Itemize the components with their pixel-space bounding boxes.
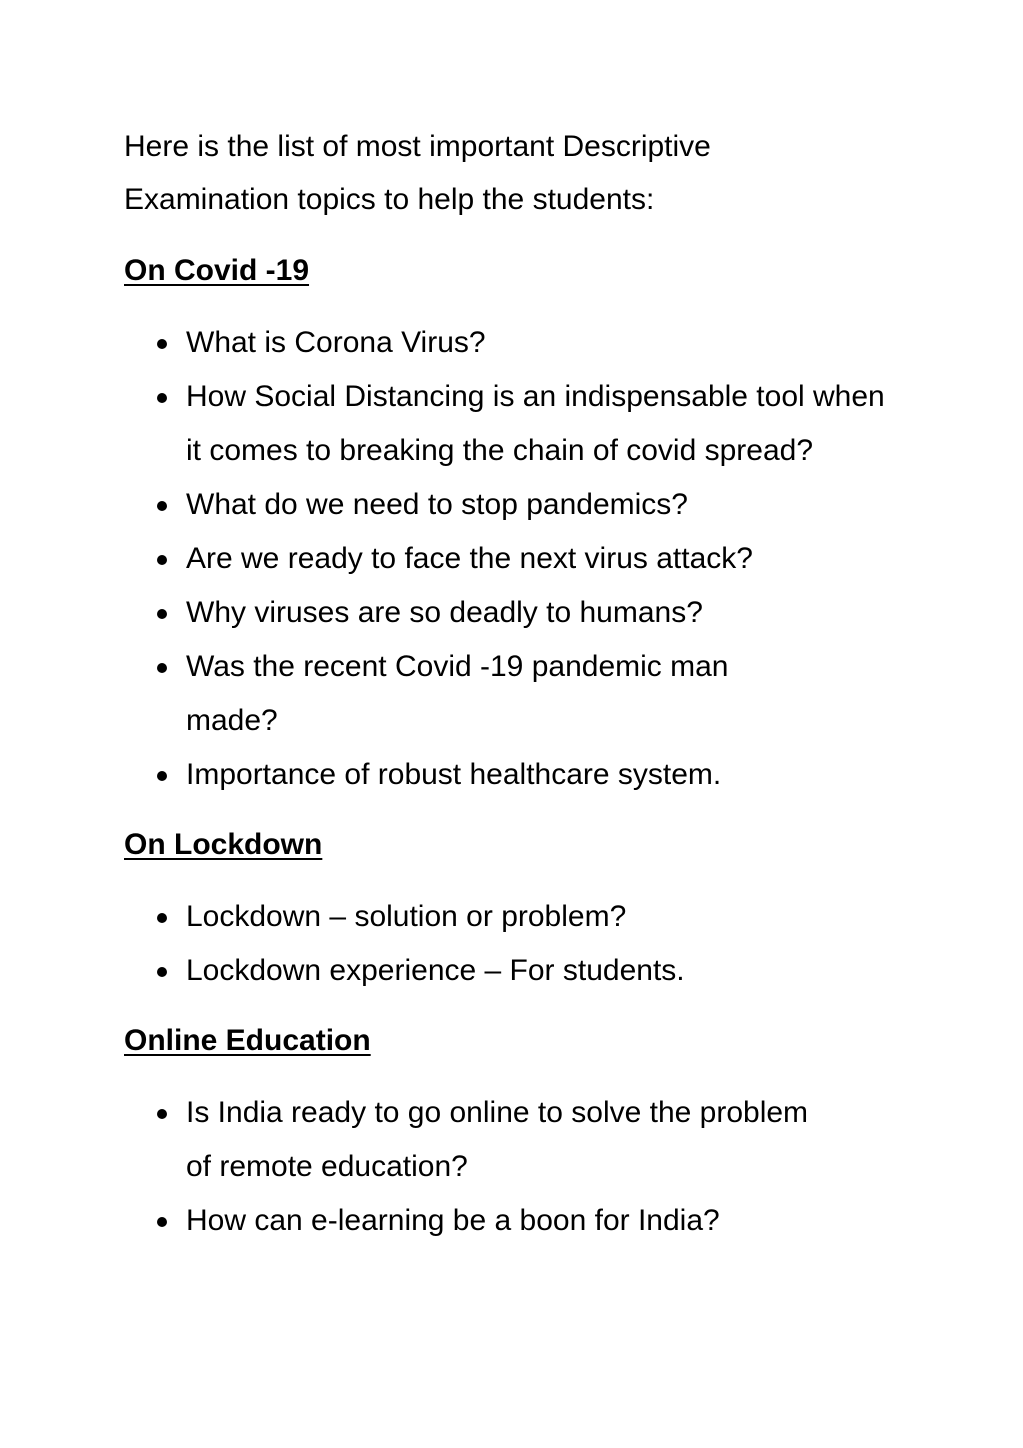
- list-item-text: Are we ready to face the next virus attack?: [186, 542, 753, 575]
- list-item-text: Is India ready to go online to solve the problem of remote education?: [186, 1096, 809, 1183]
- list-item: [124, 890, 914, 944]
- list-item-text: How can e-learning be a boon for India?: [186, 1204, 720, 1237]
- section-title-online-education: Online Education: [124, 1024, 371, 1057]
- list-item: [124, 944, 914, 998]
- list-item: [124, 478, 914, 532]
- bullet-icon: [157, 609, 167, 619]
- list-item-text: Lockdown – solution or problem?: [186, 900, 627, 933]
- document-page: [124, 120, 914, 1248]
- bullet-icon: [157, 339, 167, 349]
- bullet-icon: [157, 663, 167, 673]
- bullet-icon: [157, 1109, 167, 1119]
- bullet-icon: [157, 501, 167, 511]
- list-item: [124, 316, 914, 370]
- bullet-icon: [157, 771, 167, 781]
- list-item-text: What is Corona Virus?: [186, 326, 486, 359]
- bullet-icon: [157, 555, 167, 565]
- intro-line-1: Here is the list of most important Descriptive: [124, 130, 711, 163]
- bullet-icon: [157, 967, 167, 977]
- lockdown-topic-list: [124, 890, 914, 998]
- intro-line-2: Examination topics to help the students:: [124, 183, 655, 216]
- list-item-text: Was the recent Covid -19 pandemic man made?: [186, 650, 729, 737]
- section-title-lockdown: On Lockdown: [124, 828, 323, 861]
- covid-topic-list: [124, 316, 914, 802]
- list-item-text: Importance of robust healthcare system.: [186, 758, 722, 791]
- intro-paragraph: [124, 120, 914, 226]
- list-item: [124, 586, 914, 640]
- list-item-text: What do we need to stop pandemics?: [186, 488, 688, 521]
- list-item-text: Lockdown experience – For students.: [186, 954, 685, 987]
- list-item: [124, 1086, 826, 1194]
- list-item-text: How Social Distancing is an indispensable tool when it comes to breaking the chain of covid spread?: [186, 380, 885, 467]
- list-item: [124, 532, 914, 586]
- list-item: [124, 640, 826, 748]
- list-item-text: Why viruses are so deadly to humans?: [186, 596, 703, 629]
- bullet-icon: [157, 1217, 167, 1227]
- bullet-icon: [157, 393, 167, 403]
- bullet-icon: [157, 913, 167, 923]
- list-item: [124, 370, 894, 478]
- online-education-topic-list: [124, 1086, 914, 1248]
- list-item: [124, 1194, 914, 1248]
- list-item: [124, 748, 914, 802]
- section-title-covid: On Covid -19: [124, 254, 310, 287]
